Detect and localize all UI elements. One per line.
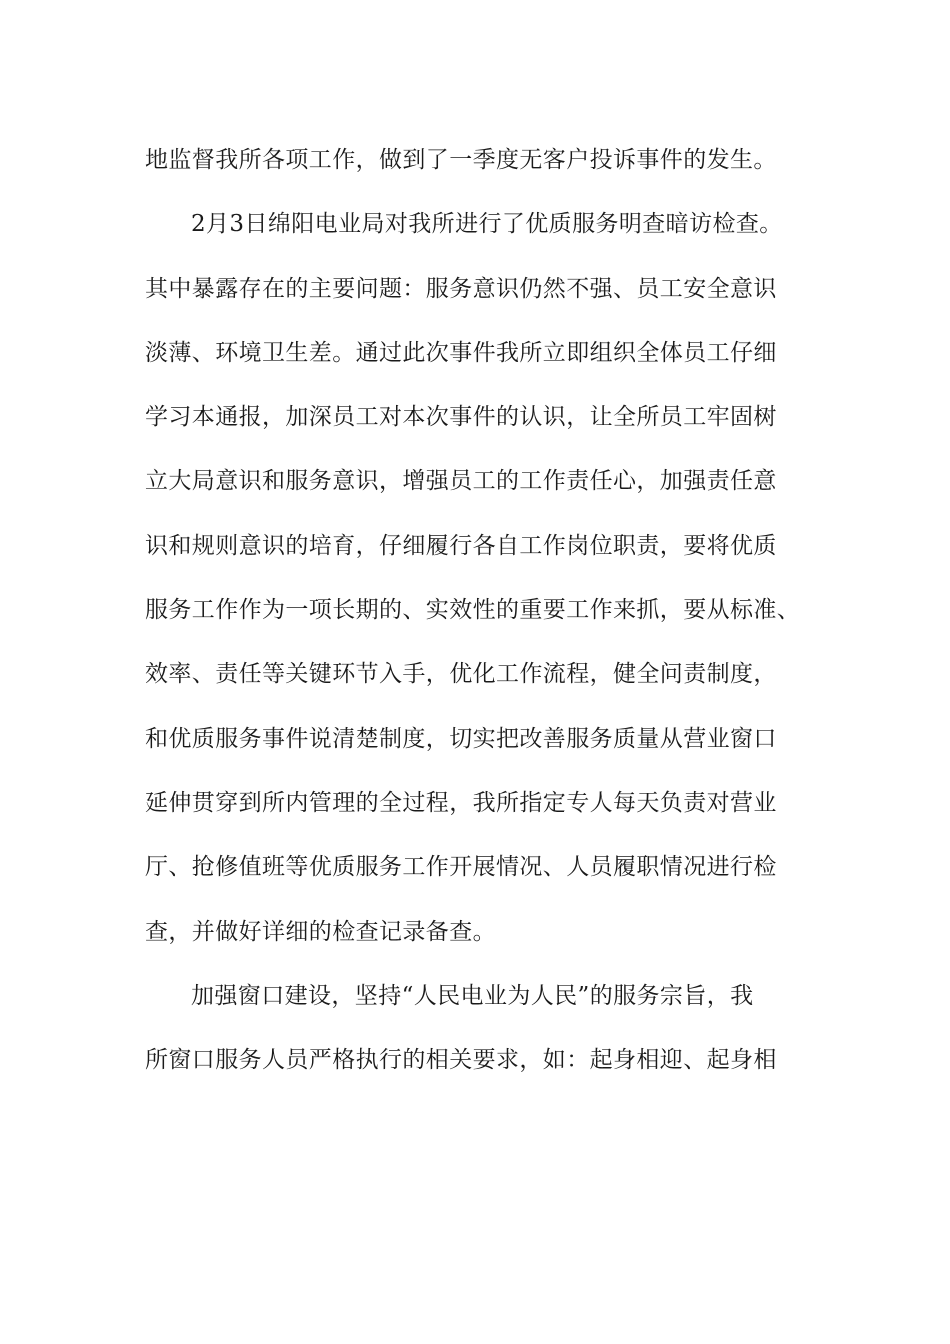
text-line: 其中暴露存在的主要问题：服务意识仍然不强、员工安全意识 (145, 275, 777, 302)
body-text (145, 128, 825, 1092)
text-line: 立大局意识和服务意识，增强员工的工作责任心，加强责任意 (145, 468, 777, 495)
text-line: 所窗口服务人员严格执行的相关要求，如：起身相迎、起身相 (145, 1047, 777, 1074)
paragraph-start-line: 2月3日绵阳电业局对我所进行了优质服务明查暗访检查。 (191, 211, 783, 238)
text-line: 延伸贯穿到所内管理的全过程，我所指定专人每天负责对营业 (145, 789, 777, 816)
paragraph-start-line: 加强窗口建设，坚持“人民电业为人民”的服务宗旨，我 (191, 982, 754, 1009)
text-line: 地监督我所各项工作，做到了一季度无客户投诉事件的发生。 (145, 147, 777, 173)
text-line: 淡薄、环境卫生差。通过此次事件我所立即组织全体员工仔细 (145, 339, 777, 366)
text-line: 学习本通报，加深员工对本次事件的认识，让全所员工牢固树 (145, 404, 777, 431)
text-line: 识和规则意识的培育，仔细履行各自工作岗位职责，要将优质 (145, 532, 777, 559)
text-line: 服务工作作为一项长期的、实效性的重要工作来抓，要从标准、 (145, 597, 801, 624)
text-line: 效率、责任等关键环节入手，优化工作流程，健全问责制度， (145, 661, 777, 688)
text-line: 和优质服务事件说清楚制度，切实把改善服务质量从营业窗口 (145, 725, 777, 752)
text-line: 查，并做好详细的检查记录备查。 (145, 918, 496, 945)
text-line: 厅、抢修值班等优质服务工作开展情况、人员履职情况进行检 (145, 854, 777, 881)
